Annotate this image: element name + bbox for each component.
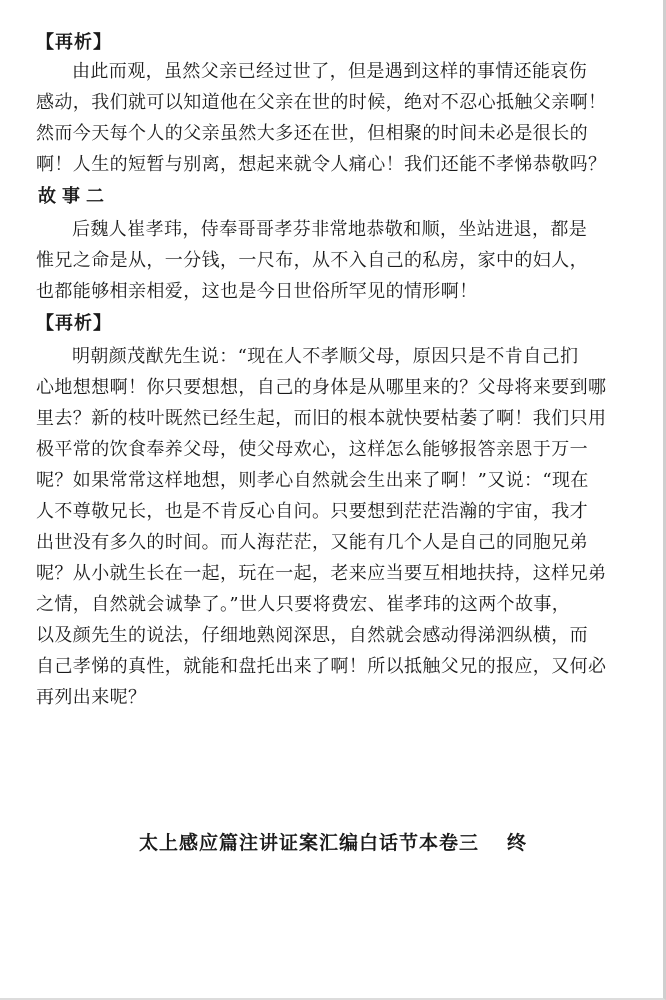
text-line: 啊！人生的短暂与别离，想起来就令人痛心！我们还能不孝悌恭敬吗？ [36, 154, 607, 175]
text-line: 以及颜先生的说法，仔细地熟阅深思，自然就会感动得涕泗纵横，而 [36, 625, 588, 646]
text-line: 惟兄之命是从，一分钱，一尺布，从不入自己的私房，家中的妇人， [36, 250, 588, 271]
section-heading-story-2: 故事二 [38, 186, 110, 207]
text-line: 再列出来呢？ [36, 687, 147, 708]
text-line: 也都能够相亲相爱，这也是今日世俗所罕见的情形啊！ [36, 281, 478, 302]
text-line: 由此而观，虽然父亲已经过世了，但是遇到这样的事情还能哀伤 [72, 61, 588, 82]
text-line: 极平常的饮食奉养父母，使父母欢心，这样怎么能够报答亲恩于万一 [36, 439, 588, 460]
paragraph-story-2 [36, 214, 636, 307]
volume-end-title [0, 828, 666, 855]
text-line: 明朝颜茂猷先生说：“现在人不孝顺父母，原因只是不肯自己扪 [72, 346, 579, 367]
volume-end-mark: 终 [507, 832, 528, 854]
text-line: 人不尊敬兄长，也是不肯反心自问。只要想到茫茫浩瀚的宇宙，我才 [36, 501, 588, 522]
section-heading-reanalysis-2: 【再析】 [36, 313, 112, 334]
paragraph-reanalysis-2 [36, 341, 636, 713]
paragraph-reanalysis-1 [36, 56, 636, 180]
text-line: 心地想想啊！你只要想想，自己的身体是从哪里来的？父母将来要到哪 [36, 377, 607, 398]
text-line: 出世没有多久的时间。而人海茫茫，又能有几个人是自己的同胞兄弟 [36, 532, 588, 553]
text-line: 呢？如果常常这样地想，则孝心自然就会生出来了啊！”又说：“现在 [36, 470, 589, 491]
text-line: 自己孝悌的真性，就能和盘托出来了啊！所以抵触父兄的报应，又何必 [36, 656, 607, 677]
text-line: 呢？从小就生长在一起，玩在一起，老来应当要互相地扶持，这样兄弟 [36, 563, 607, 584]
section-heading-reanalysis-1: 【再析】 [36, 32, 112, 53]
volume-title: 太上感应篇注讲证案汇编白话节本卷三 [138, 832, 479, 854]
text-line: 后魏人崔孝玮，侍奉哥哥孝芬非常地恭敬和顺，坐站进退，都是 [72, 219, 588, 240]
text-line: 感动，我们就可以知道他在父亲在世的时候，绝对不忍心抵触父亲啊！ [36, 92, 607, 113]
text-line: 里去？新的枝叶既然已经生起，而旧的根本就快要枯萎了啊！我们只用 [36, 408, 607, 429]
page-body [36, 30, 636, 713]
text-line: 之情，自然就会诚挚了。”世人只要将费宏、崔孝玮的这两个故事， [36, 594, 571, 615]
text-line: 然而今天每个人的父亲虽然大多还在世，但相聚的时间未必是很长的 [36, 123, 588, 144]
